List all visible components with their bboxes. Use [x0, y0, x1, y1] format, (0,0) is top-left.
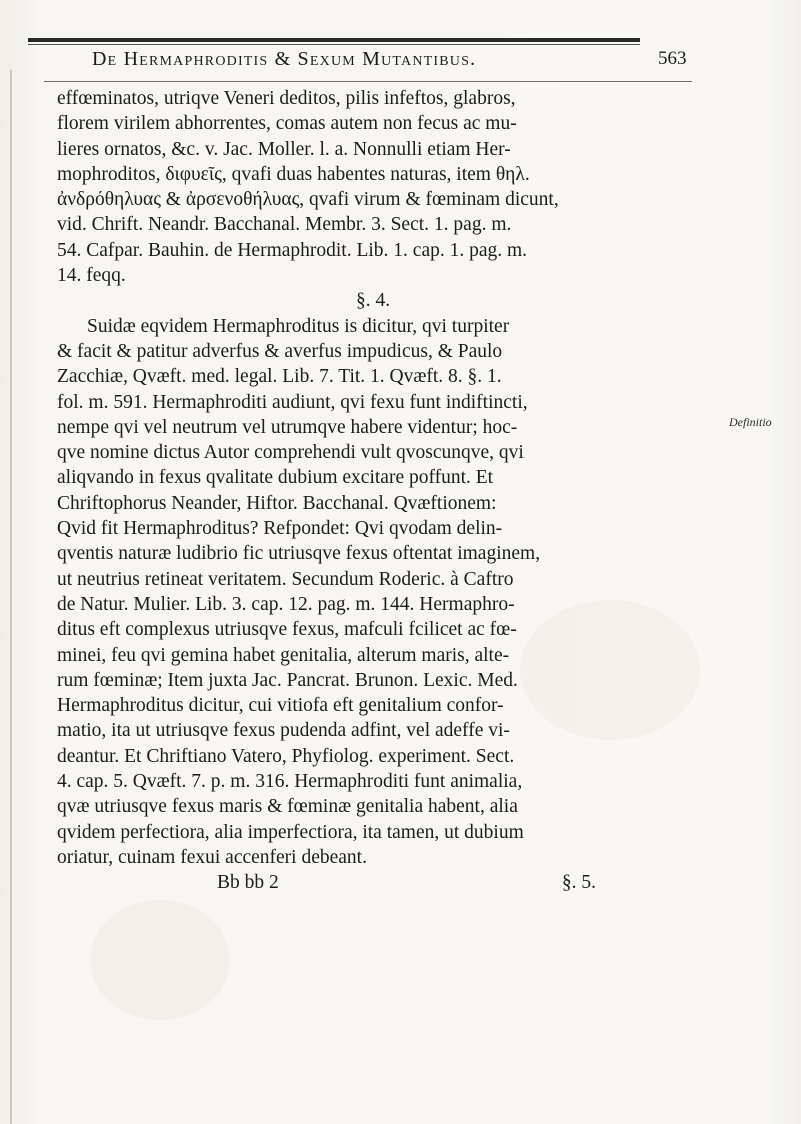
text-line: fol. m. 591. Hermaphroditi audiunt, qvi fexu funt indiftincti, — [57, 391, 528, 413]
text-line: qvidem perfectiora, alia imperfectiora, ita tamen, ut dubium — [57, 821, 524, 843]
running-title: De Hermaphroditis & Sexum Mutantibus. — [92, 48, 477, 70]
text-line: vid. Chrift. Neandr. Bacchanal. Membr. 3. Sect. 1. pag. m. — [57, 214, 512, 236]
text-line: 4. cap. 5. Qvæft. 7. p. m. 316. Hermaphroditi funt animalia, — [57, 771, 523, 793]
text-line: Chriftophorus Neander, Hiftor. Bacchanal. Qvæftionem: — [57, 492, 497, 514]
text-line: Zacchiæ, Qvæft. med. legal. Lib. 7. Tit. 1. Qvæft. 8. §. 1. — [57, 366, 502, 388]
text-line: Suidæ eqvidem Hermaphroditus is dicitur, qvi turpiter — [87, 315, 510, 337]
body-text — [57, 86, 729, 896]
header-rule — [44, 81, 692, 82]
section-heading: §. 4. — [355, 290, 391, 312]
text-line: oriatur, cuinam fexui accenferi debeant. — [57, 846, 367, 868]
top-scan-rule-thin — [28, 44, 640, 45]
page-number: 563 — [658, 48, 687, 69]
text-line: qve nomine dictus Autor comprehendi vult qvoscunqve, qvi — [57, 442, 524, 464]
text-line: matio, ita ut utriusqve fexus pudenda adfint, vel adeffe vi- — [57, 720, 510, 742]
text-line: qvæ utriusqve fexus maris & fœminæ genitalia habent, alia — [57, 796, 518, 818]
text-line: ditus eft complexus utriusqve fexus, mafculi fcilicet ac fœ- — [57, 619, 517, 641]
text-line: mophroditos, διφυεῖς, qvafi duas habentes naturas, item θηλ. — [57, 163, 530, 185]
text-line: de Natur. Mulier. Lib. 3. cap. 12. pag. m. 144. Hermaphro- — [57, 593, 515, 615]
text-line: Hermaphroditus dicitur, cui vitiofa eft genitalium confor- — [57, 695, 504, 717]
paper-stain — [90, 900, 230, 1020]
page-header — [92, 48, 692, 78]
text-line: florem virilem abhorrentes, comas autem non fecus ac mu- — [57, 113, 517, 135]
marginal-note: Definitio — [729, 415, 772, 429]
text-line: Qvid fit Hermaphroditus? Refpondet: Qvi qvodam delin- — [57, 518, 503, 540]
text-line: 54. Cafpar. Bauhin. de Hermaphrodit. Lib. 1. cap. 1. pag. m. — [57, 239, 528, 261]
text-line: qventis naturæ ludibrio fic utriusqve fexus oftentat imaginem, — [57, 543, 541, 565]
catchline — [57, 870, 729, 895]
signature-mark: Bb bb 2 — [217, 872, 279, 894]
text-line: lieres ornatos, &c. v. Jac. Moller. l. a. Nonnulli etiam Her- — [57, 138, 511, 160]
text-line: deantur. Et Chriftiano Vatero, Phyfiolog. experiment. Sect. — [57, 745, 515, 767]
text-line: ut neutrius retineat veritatem. Secundum Roderic. à Caftro — [57, 568, 514, 590]
text-line: rum fœminæ; Item juxta Jac. Pancrat. Brunon. Lexic. Med. — [57, 669, 518, 691]
text-line: & facit & patitur adverfus & averfus impudicus, & Paulo — [57, 340, 503, 362]
text-line: aliqvando in fexus qvalitate dubium excitare poffunt. Et — [57, 467, 494, 489]
text-line: 14. feqq. — [57, 265, 126, 287]
top-scan-rule — [28, 38, 640, 42]
text-line: effœminatos, utriqve Veneri deditos, pilis infeftos, glabros, — [57, 88, 516, 109]
text-line: nempe qvi vel neutrum vel utrumqve habere videntur; hoc- — [57, 416, 518, 438]
text-line: minei, feu qvi gemina habet genitalia, alterum maris, alte- — [57, 644, 510, 666]
text-line: ἀνδρόθηλυας & ἀρσενοθήλυας, qvafi virum & fœminam dicunt, — [57, 189, 559, 211]
page-left-edge — [10, 70, 12, 1124]
catchword: §. 5. — [561, 872, 596, 894]
